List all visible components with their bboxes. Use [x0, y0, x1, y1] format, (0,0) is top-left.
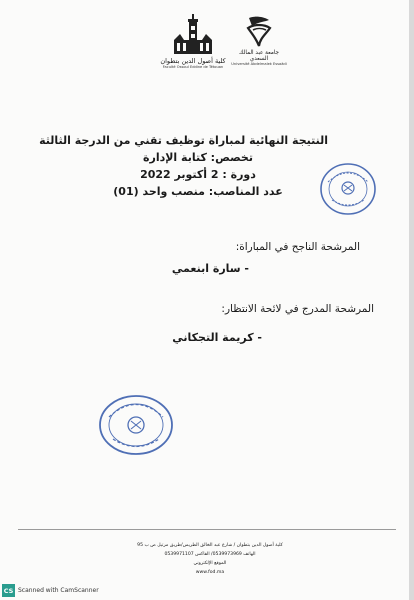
camscanner-text: Scanned with CamScanner [18, 587, 99, 594]
faculty-stamp-main [96, 392, 176, 458]
faculty-logo-french: Faculté Ossoul Eddine de Tétouan [162, 65, 224, 69]
footer-website: www.fod.ma [195, 570, 225, 575]
faculty-logo-arabic: كلية أصول الدين بتطوان [160, 57, 226, 65]
heading-title: النتيجة النهائية لمباراة توظيف تقني من الدرجة الثالثة [39, 134, 328, 147]
camscanner-watermark [2, 584, 99, 597]
university-logo-arabic: جامعة عبد المالك السعدي [239, 50, 279, 62]
university-logo-french: Université Abdelmalek Essaâdi [231, 62, 287, 66]
footer-phone: الهاتف 0539973969/ الفاكس 0539971107 [164, 552, 256, 557]
waitlist-label: المرشحة المدرج في لائحة الانتظار: [221, 303, 374, 315]
footer-address: كلية أصول الدين بتطوان / شارع عبد الخالق الطريس/طريق مرتيل ص ب 95 [137, 543, 283, 548]
heading-session: دورة : 2 أكتوبر 2022 [140, 168, 256, 181]
camscanner-logo-icon: CS [2, 584, 15, 597]
winner-label: المرشحة الناجح في المباراة: [235, 241, 360, 253]
footer-website-label: الموقع الإلكتروني [193, 561, 227, 566]
university-logo [230, 14, 288, 66]
heading-positions: عدد المناصب: منصب واحد (01) [113, 185, 283, 198]
faculty-building-icon [170, 14, 216, 56]
page-edge [409, 0, 414, 600]
heading-specialty: تخصص: كتابة الإدارة [143, 151, 253, 164]
university-emblem-icon [244, 14, 274, 48]
waitlist-name: - كريمة التجكاني [172, 331, 262, 344]
result-heading [39, 132, 328, 200]
winner-name: - سارة ابنعمي [171, 262, 249, 275]
faculty-logo [152, 14, 234, 69]
faculty-stamp-top [318, 160, 378, 218]
footer-divider [18, 529, 396, 530]
